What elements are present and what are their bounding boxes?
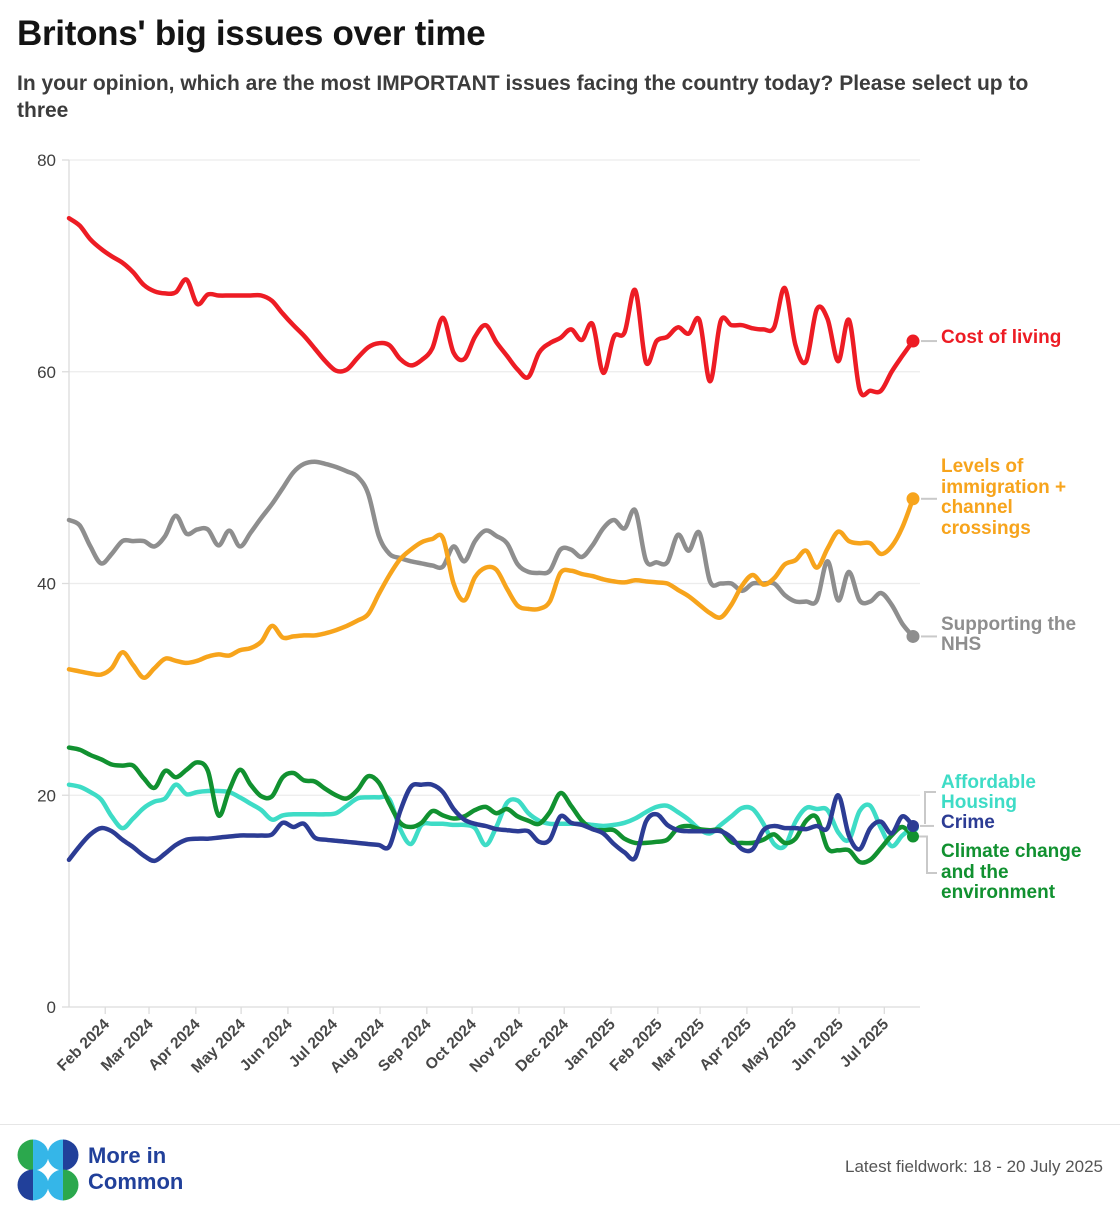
x-tick-label: Jan 2025 <box>560 1015 619 1075</box>
logo-wordmark <box>88 1143 183 1195</box>
series-label-climate-change-and-the-environment: Climate change and the environment <box>941 841 1082 904</box>
x-tick-label: Jul 2025 <box>836 1015 893 1072</box>
series-line-supporting-the-nhs <box>69 462 913 637</box>
x-tick-label: Jun 2025 <box>787 1015 847 1075</box>
series-label-crime: Crime <box>941 811 995 833</box>
series-label-cost-of-living: Cost of living <box>941 326 1062 348</box>
logo-petal <box>63 1140 79 1171</box>
label-connector <box>919 837 937 873</box>
y-tick-label: 80 <box>37 151 56 170</box>
x-tick-label: Mar 2024 <box>97 1015 157 1075</box>
page-title: Britons' big issues over time <box>17 14 486 53</box>
series-line-levels-of-immigration-channel-crossings <box>69 499 913 678</box>
series-label-affordable-housing: Affordable Housing <box>941 771 1036 813</box>
x-tick-label: Dec 2024 <box>512 1015 573 1076</box>
x-tick-label: Jun 2024 <box>236 1015 296 1075</box>
y-tick-label: 20 <box>37 786 56 806</box>
x-tick-label: Sep 2024 <box>375 1015 435 1076</box>
series-end-dot-crime <box>907 820 919 832</box>
series-end-dot-levels-of-immigration-channel-crossings <box>907 492 920 505</box>
logo-petal <box>47 1169 62 1200</box>
logo-petal <box>33 1140 49 1171</box>
x-tick-label: Apr 2025 <box>696 1015 755 1075</box>
series-end-dot-cost-of-living <box>907 335 920 348</box>
series-end-dot-climate-change-and-the-environment <box>907 831 919 843</box>
y-tick-label: 60 <box>37 362 56 382</box>
series-label-supporting-the-nhs: Supporting the NHS <box>941 613 1077 655</box>
y-tick-label: 40 <box>37 574 56 594</box>
more-in-common-logo-icon <box>17 1139 79 1201</box>
logo-petal <box>47 1140 62 1171</box>
logo-petal <box>63 1169 79 1200</box>
x-tick-label: Mar 2025 <box>648 1015 708 1075</box>
x-tick-label: Oct 2024 <box>422 1015 480 1074</box>
x-tick-label: Aug 2024 <box>327 1015 388 1077</box>
label-connector <box>925 792 936 824</box>
logo-line2: Common <box>88 1169 184 1194</box>
series-end-dot-supporting-the-nhs <box>907 630 920 643</box>
x-tick-label: Apr 2024 <box>145 1015 204 1075</box>
logo-petal <box>18 1169 33 1200</box>
series-line-cost-of-living <box>69 218 913 395</box>
x-tick-label: May 2024 <box>188 1015 249 1077</box>
fieldwork-note: Latest fieldwork: 18 - 20 July 2025 <box>845 1157 1103 1176</box>
series-label-levels-of-immigration-channel-crossings: Levels of immigration + channel crossings <box>941 456 1067 539</box>
x-tick-label: Feb 2025 <box>606 1015 666 1075</box>
x-tick-label: May 2025 <box>739 1015 801 1077</box>
logo-line1: More in <box>88 1143 167 1168</box>
logo-petal <box>33 1169 49 1200</box>
footer-divider <box>0 1124 1120 1125</box>
y-tick-label: 0 <box>46 998 56 1017</box>
x-tick-label: Nov 2024 <box>466 1015 527 1076</box>
logo-petal <box>18 1140 33 1171</box>
x-tick-label: Jul 2024 <box>285 1015 342 1072</box>
x-tick-label: Feb 2024 <box>54 1015 114 1075</box>
page-subtitle: In your opinion, which are the most IMPORTANT issues facing the country today? Please select up to three <box>17 72 1029 122</box>
